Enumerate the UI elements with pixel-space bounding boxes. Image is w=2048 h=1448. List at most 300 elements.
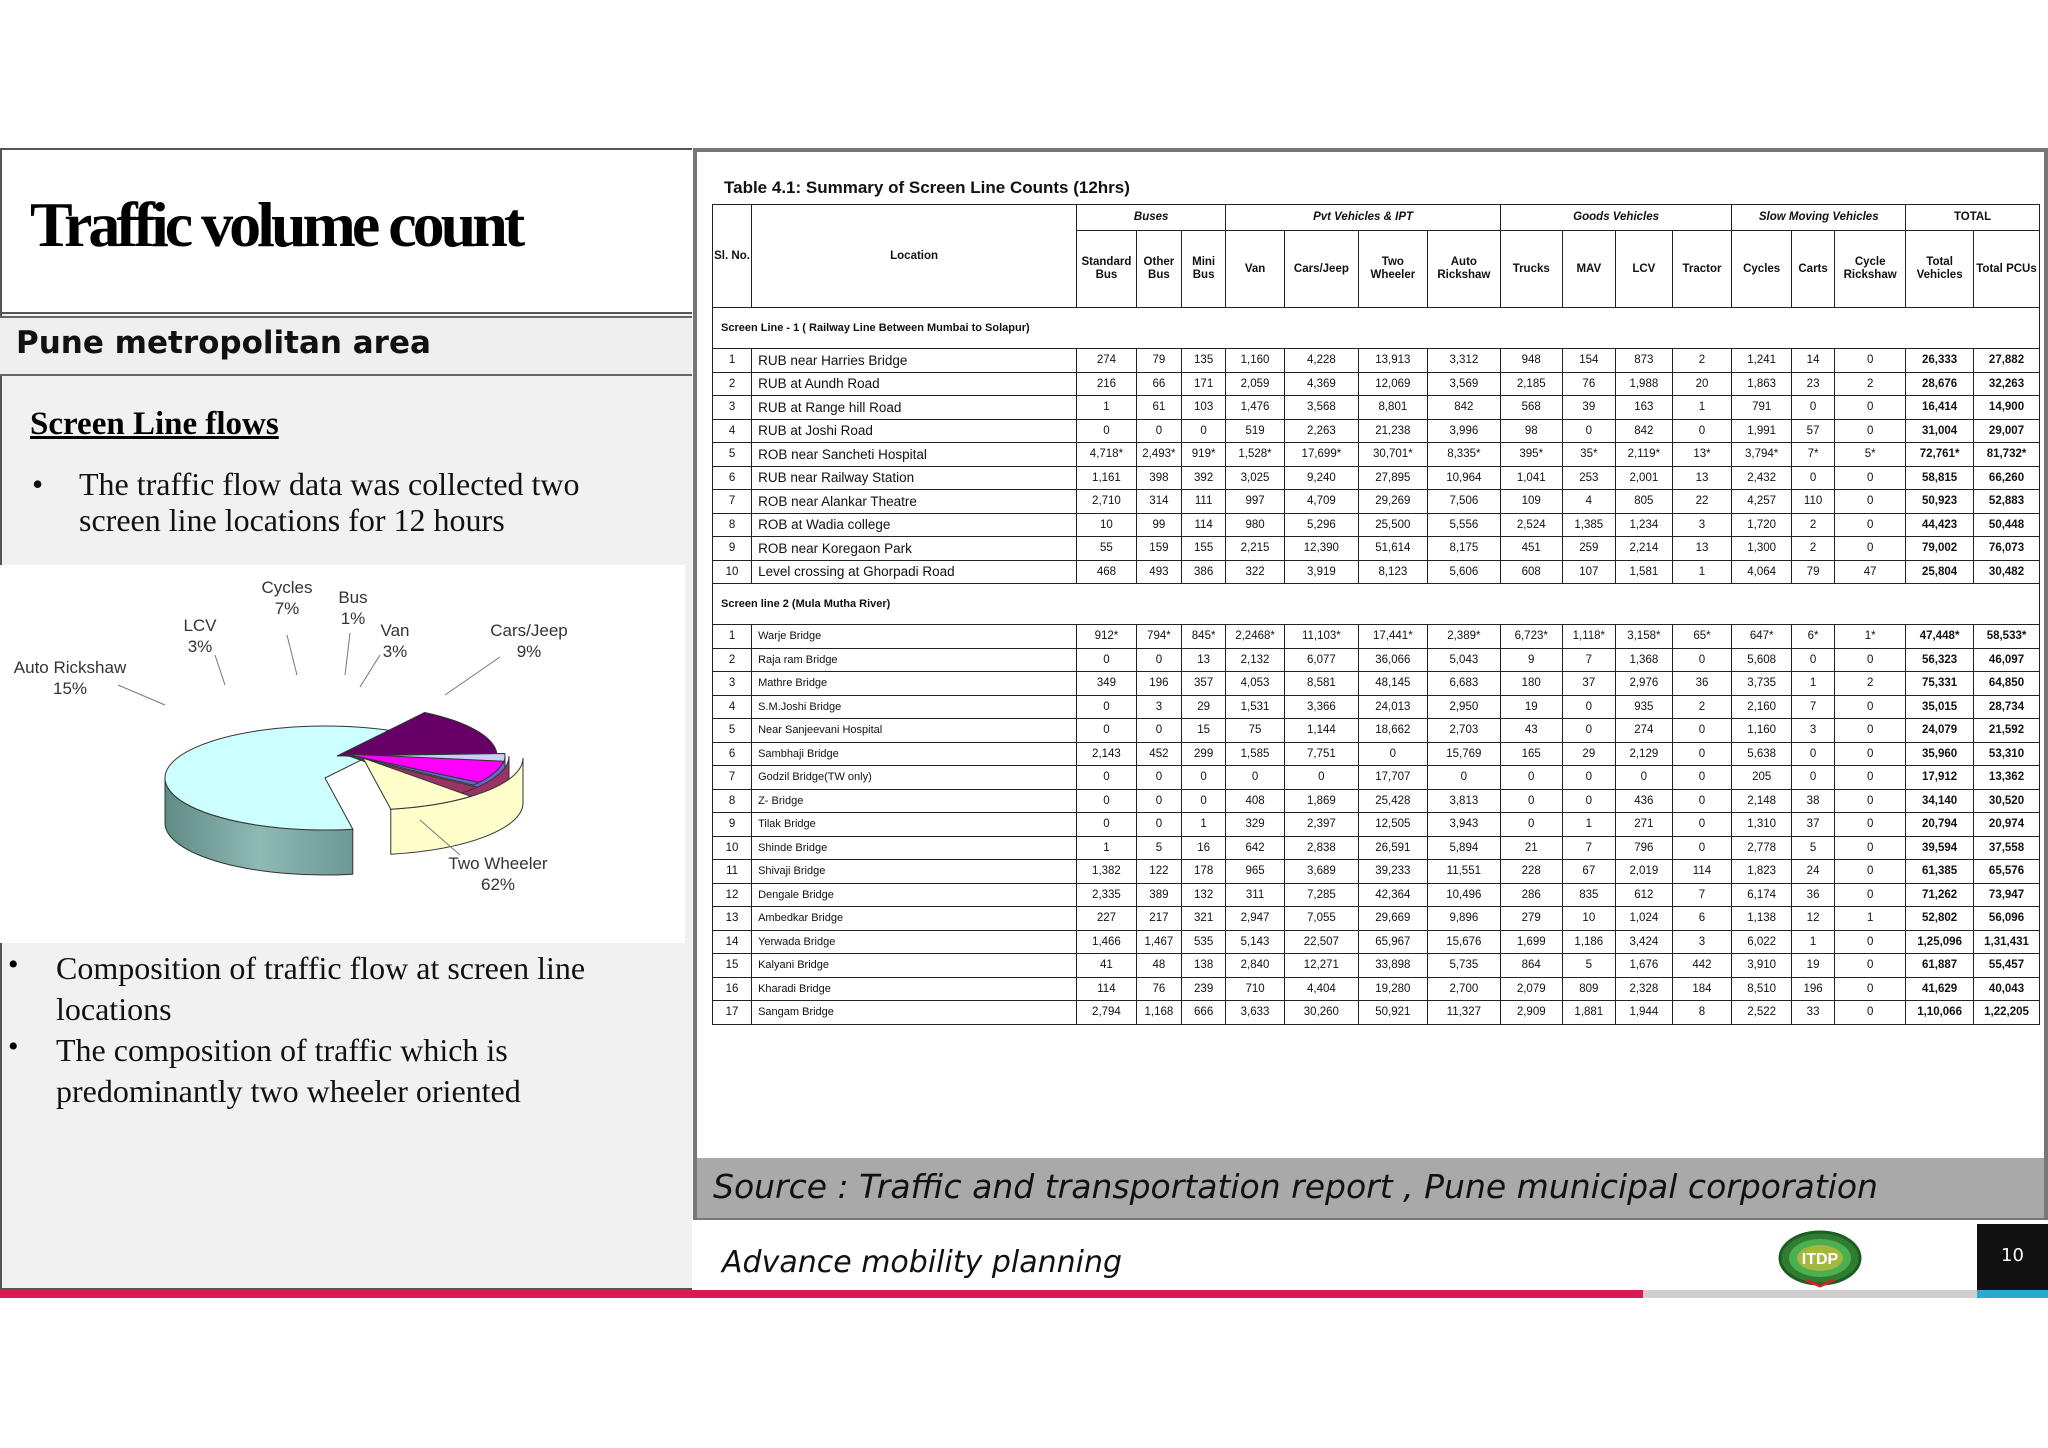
table-cell: 20,974 (1974, 813, 2040, 837)
bullet-marker: • (8, 948, 19, 981)
table-cell: 286 (1500, 883, 1562, 907)
table-cell: 2,397 (1284, 813, 1358, 837)
location-cell: Sambhaji Bridge (752, 742, 1077, 766)
table-cell: 12 (713, 883, 752, 907)
table-cell: 1,234 (1616, 513, 1673, 537)
pie-leader-line (445, 657, 500, 695)
table-cell: 0 (1284, 766, 1358, 790)
table-cell: 3,569 (1427, 372, 1500, 396)
table-cell: 1,720 (1732, 513, 1792, 537)
col-location: Location (752, 205, 1077, 308)
table-row (713, 466, 2040, 490)
location-cell: ROB near Koregaon Park (752, 537, 1077, 561)
table-row (713, 1001, 2040, 1025)
location-cell: ROB near Sancheti Hospital (752, 443, 1077, 467)
table-row (713, 372, 2040, 396)
table-cell: 15,676 (1427, 930, 1500, 954)
column-header: Total Vehicles (1906, 231, 1974, 308)
column-header: Cars/Jeep (1284, 231, 1358, 308)
table-cell: 0 (1136, 648, 1181, 672)
table-cell: 791 (1732, 396, 1792, 420)
table-cell: 178 (1182, 860, 1226, 884)
table-cell: 19,280 (1358, 977, 1427, 1001)
table-cell: 3,312 (1427, 349, 1500, 373)
table-row (713, 954, 2040, 978)
table-row (713, 560, 2040, 584)
table-cell: 0 (1672, 789, 1732, 813)
table-cell: 5,556 (1427, 513, 1500, 537)
table-cell: 16,414 (1906, 396, 1974, 420)
table-cell: 1,881 (1562, 1001, 1615, 1025)
accent-bar-red (0, 1290, 1643, 1298)
group-buses: Buses (1077, 205, 1226, 231)
table-cell: 25,804 (1906, 560, 1974, 584)
table-cell: 61 (1136, 396, 1181, 420)
table-cell: 395* (1500, 443, 1562, 467)
table-cell: 299 (1182, 742, 1226, 766)
table-cell: 6,022 (1732, 930, 1792, 954)
table-cell: 0 (1672, 813, 1732, 837)
table-cell: 2,840 (1226, 954, 1285, 978)
table-cell: 311 (1226, 883, 1285, 907)
location-cell: Dengale Bridge (752, 883, 1077, 907)
table-cell: 16 (1182, 836, 1226, 860)
table-cell: 5,606 (1427, 560, 1500, 584)
table-cell: 1,466 (1077, 930, 1137, 954)
table-cell: 271 (1616, 813, 1673, 837)
table-cell: 98 (1500, 419, 1562, 443)
table-cell: 1,581 (1616, 560, 1673, 584)
table-cell: 17 (713, 1001, 752, 1025)
table-cell: 864 (1500, 954, 1562, 978)
table-cell: 13 (1672, 466, 1732, 490)
table-cell: 109 (1500, 490, 1562, 514)
table-cell: 55,457 (1974, 954, 2040, 978)
table-cell: 451 (1500, 537, 1562, 561)
table-cell: 6,683 (1427, 672, 1500, 696)
pie-label: Bus (338, 588, 368, 607)
table-cell: 0 (1616, 766, 1673, 790)
table-cell: 17,912 (1906, 766, 1974, 790)
table-cell: 0 (1077, 648, 1137, 672)
table-cell: 73,947 (1974, 883, 2040, 907)
table-cell: 103 (1182, 396, 1226, 420)
table-cell: 0 (1358, 742, 1427, 766)
table-cell: 165 (1500, 742, 1562, 766)
pie-label: Cars/Jeep (490, 621, 568, 640)
table-cell: 0 (1562, 695, 1615, 719)
table-row (713, 672, 2040, 696)
table-cell: 1,241 (1732, 349, 1792, 373)
table-cell: 3,568 (1284, 396, 1358, 420)
table-cell: 66,260 (1974, 466, 2040, 490)
table-cell: 1,944 (1616, 1001, 1673, 1025)
pie-chart-svg (0, 565, 685, 943)
table-cell: 0 (1835, 883, 1906, 907)
table-cell: 1,528* (1226, 443, 1285, 467)
table-cell: 15 (1182, 719, 1226, 743)
table-cell: 2,703 (1427, 719, 1500, 743)
table-cell: 608 (1500, 560, 1562, 584)
table-cell: 58,815 (1906, 466, 1974, 490)
table-cell: 329 (1226, 813, 1285, 837)
table-cell: 0 (1077, 789, 1137, 813)
table-cell: 0 (1835, 789, 1906, 813)
table-cell: 15,769 (1427, 742, 1500, 766)
table-cell: 519 (1226, 419, 1285, 443)
table-cell: 76 (1562, 372, 1615, 396)
table-cell: 805 (1616, 490, 1673, 514)
table-cell: 36,066 (1358, 648, 1427, 672)
table-cell: 10 (713, 836, 752, 860)
table-row (713, 625, 2040, 649)
table-cell: 0 (1562, 419, 1615, 443)
source-text: Source : Traffic and transportation report , Pune municipal corporation (713, 1167, 1878, 1206)
table-cell: 0 (1500, 813, 1562, 837)
table-cell: 1,310 (1732, 813, 1792, 837)
table-cell: 72,761* (1906, 443, 1974, 467)
table-cell: 180 (1500, 672, 1562, 696)
logo-text: ITDP (1801, 1251, 1839, 1268)
table-cell: 2,947 (1226, 907, 1285, 931)
table-row (713, 930, 2040, 954)
table-cell: 24 (1791, 860, 1834, 884)
table-cell: 2,119* (1616, 443, 1673, 467)
table-cell: 47 (1835, 560, 1906, 584)
pie-label: 7% (274, 599, 300, 618)
table-row (713, 537, 2040, 561)
table-cell: 2,129 (1616, 742, 1673, 766)
table-cell: 612 (1616, 883, 1673, 907)
table-cell: 14,900 (1974, 396, 2040, 420)
table-cell: 0 (1835, 954, 1906, 978)
slide-subtitle: Pune metropolitan area (16, 325, 431, 361)
table-cell: 493 (1136, 560, 1181, 584)
table-cell: 7,285 (1284, 883, 1358, 907)
table-cell: 7 (1562, 648, 1615, 672)
table-cell: 7 (1562, 836, 1615, 860)
table-cell: 3 (1672, 513, 1732, 537)
table-cell: 13 (1182, 648, 1226, 672)
table-cell: 10,496 (1427, 883, 1500, 907)
table-cell: 314 (1136, 490, 1181, 514)
pie-label: 15% (52, 679, 88, 698)
table-cell: 0 (1182, 766, 1226, 790)
table-cell: 13,913 (1358, 349, 1427, 373)
table-cell: 79 (1136, 349, 1181, 373)
table-cell: 2,524 (1500, 513, 1562, 537)
table-cell: 48,145 (1358, 672, 1427, 696)
table-cell: 1,300 (1732, 537, 1792, 561)
table-cell: 1,144 (1284, 719, 1358, 743)
table-cell: 4,709 (1284, 490, 1358, 514)
table-cell: 65,967 (1358, 930, 1427, 954)
table-cell: 2 (1672, 695, 1732, 719)
table-cell: 13 (713, 907, 752, 931)
table-cell: 75 (1226, 719, 1285, 743)
table-cell: 5 (1791, 836, 1834, 860)
table-cell: 1 (1077, 836, 1137, 860)
table-row (713, 742, 2040, 766)
table-cell: 3 (713, 396, 752, 420)
table-cell: 2,185 (1500, 372, 1562, 396)
table-cell: 0 (1835, 836, 1906, 860)
table-cell: 253 (1562, 466, 1615, 490)
table-cell: 1,160 (1226, 349, 1285, 373)
table-cell: 2,132 (1226, 648, 1285, 672)
table-cell: 408 (1226, 789, 1285, 813)
table-cell: 20,794 (1906, 813, 1974, 837)
table-cell: 809 (1562, 977, 1615, 1001)
table-cell: 0 (1835, 466, 1906, 490)
table-cell: 2,160 (1732, 695, 1792, 719)
table-cell: 666 (1182, 1001, 1226, 1025)
table-cell: 3 (1791, 719, 1834, 743)
table-cell: 8,123 (1358, 560, 1427, 584)
table-cell: 24,079 (1906, 719, 1974, 743)
table-cell: 5,735 (1427, 954, 1500, 978)
table-cell: 1,22,205 (1974, 1001, 2040, 1025)
table-cell: 647* (1732, 625, 1792, 649)
table-cell: 64,850 (1974, 672, 2040, 696)
table-cell: 27,895 (1358, 466, 1427, 490)
table-cell: 1* (1835, 625, 1906, 649)
table-cell: 1,25,096 (1906, 930, 1974, 954)
table-cell: 0 (1672, 419, 1732, 443)
table-cell: 46,097 (1974, 648, 2040, 672)
location-cell: Tilak Bridge (752, 813, 1077, 837)
location-cell: Z- Bridge (752, 789, 1077, 813)
table-cell: 184 (1672, 977, 1732, 1001)
table-cell: 2,079 (1500, 977, 1562, 1001)
table-cell: 436 (1616, 789, 1673, 813)
column-header: Carts (1791, 231, 1834, 308)
table-cell: 1,988 (1616, 372, 1673, 396)
table-cell: 3,794* (1732, 443, 1792, 467)
table-cell: 25,500 (1358, 513, 1427, 537)
table-cell: 17,699* (1284, 443, 1358, 467)
table-cell: 0 (1136, 719, 1181, 743)
table-cell: 0 (1835, 490, 1906, 514)
table-cell: 196 (1136, 672, 1181, 696)
table-cell: 14 (713, 930, 752, 954)
table-cell: 34,140 (1906, 789, 1974, 813)
table-cell: 6 (1672, 907, 1732, 931)
table-cell: 8,335* (1427, 443, 1500, 467)
table-cell: 0 (1835, 695, 1906, 719)
table-cell: 22,507 (1284, 930, 1358, 954)
table-cell: 0 (1835, 648, 1906, 672)
table-cell: 1,385 (1562, 513, 1615, 537)
table-cell: 16 (713, 977, 752, 1001)
table-cell: 0 (1500, 766, 1562, 790)
location-cell: Shivaji Bridge (752, 860, 1077, 884)
table-cell: 9,240 (1284, 466, 1358, 490)
table-row (713, 396, 2040, 420)
table-cell: 0 (1835, 513, 1906, 537)
table-cell: 3,813 (1427, 789, 1500, 813)
table-row (713, 719, 2040, 743)
table-cell: 51,614 (1358, 537, 1427, 561)
table-cell: 0 (1136, 419, 1181, 443)
table-cell: 53,310 (1974, 742, 2040, 766)
table-cell: 28,734 (1974, 695, 2040, 719)
column-header: MAV (1562, 231, 1615, 308)
table-cell: 3,996 (1427, 419, 1500, 443)
table-cell: 21 (1500, 836, 1562, 860)
table-cell: 710 (1226, 977, 1285, 1001)
table-cell: 842 (1427, 396, 1500, 420)
table-cell: 2 (713, 648, 752, 672)
accent-bar-gray (1643, 1290, 1977, 1298)
table-cell: 9,896 (1427, 907, 1500, 931)
table-cell: 48 (1136, 954, 1181, 978)
table-cell: 217 (1136, 907, 1181, 931)
table-cell: 65,576 (1974, 860, 2040, 884)
table-cell: 1,10,066 (1906, 1001, 1974, 1025)
table-cell: 0 (1835, 813, 1906, 837)
table-cell: 389 (1136, 883, 1181, 907)
table-cell: 21,238 (1358, 419, 1427, 443)
table-cell: 135 (1182, 349, 1226, 373)
table-cell: 1,531 (1226, 695, 1285, 719)
table-cell: 2,263 (1284, 419, 1358, 443)
table-row (713, 490, 2040, 514)
table-cell: 2,148 (1732, 789, 1792, 813)
pie-leader-line (215, 655, 225, 685)
table-cell: 11 (713, 860, 752, 884)
table-cell: 1,186 (1562, 930, 1615, 954)
table-cell: 43 (1500, 719, 1562, 743)
table-cell: 259 (1562, 537, 1615, 561)
table-cell: 75,331 (1906, 672, 1974, 696)
location-cell: Kharadi Bridge (752, 977, 1077, 1001)
table-cell: 0 (1672, 742, 1732, 766)
table-cell: 1,31,431 (1974, 930, 2040, 954)
group-slow: Slow Moving Vehicles (1732, 205, 1906, 231)
table-cell: 52,802 (1906, 907, 1974, 931)
table-cell: 4,718* (1077, 443, 1137, 467)
table-cell: 58,533* (1974, 625, 2040, 649)
table-cell: 35,015 (1906, 695, 1974, 719)
table-cell: 6 (713, 466, 752, 490)
location-cell: Yerwada Bridge (752, 930, 1077, 954)
table-cell: 8 (713, 789, 752, 813)
table-cell: 2,794 (1077, 1001, 1137, 1025)
table-cell: 239 (1182, 977, 1226, 1001)
table-cell: 1 (713, 625, 752, 649)
table-cell: 0 (1835, 977, 1906, 1001)
table-cell: 114 (1672, 860, 1732, 884)
section-heading: Screen Line flows (30, 406, 279, 442)
table-cell: 29 (1562, 742, 1615, 766)
table-cell: 71,262 (1906, 883, 1974, 907)
table-cell: 1,991 (1732, 419, 1792, 443)
table-cell: 1 (1182, 813, 1226, 837)
table-cell: 3,025 (1226, 466, 1285, 490)
table-cell: 12 (1791, 907, 1834, 931)
table-cell: 0 (1672, 719, 1732, 743)
location-cell: Ambedkar Bridge (752, 907, 1077, 931)
table-cell: 919* (1182, 443, 1226, 467)
table-cell: 1,699 (1500, 930, 1562, 954)
table-body (713, 308, 2040, 1025)
table-cell: 79,002 (1906, 537, 1974, 561)
table-cell: 279 (1500, 907, 1562, 931)
table-cell: 386 (1182, 560, 1226, 584)
table-cell: 23 (1791, 372, 1834, 396)
table-cell: 25,428 (1358, 789, 1427, 813)
table-cell: 1,467 (1136, 930, 1181, 954)
pie-label: 9% (516, 642, 542, 661)
location-cell: Sangam Bridge (752, 1001, 1077, 1025)
table-cell: 980 (1226, 513, 1285, 537)
group-pvt: Pvt Vehicles & IPT (1226, 205, 1501, 231)
table-cell: 13 (1672, 537, 1732, 561)
table-cell: 0 (1672, 836, 1732, 860)
table-cell: 122 (1136, 860, 1181, 884)
table-cell: 30,260 (1284, 1001, 1358, 1025)
table-cell: 0 (1835, 930, 1906, 954)
table-cell: 29,669 (1358, 907, 1427, 931)
table-cell: 2 (1835, 372, 1906, 396)
table-cell: 2,778 (1732, 836, 1792, 860)
table-cell: 796 (1616, 836, 1673, 860)
table-cell: 31,004 (1906, 419, 1974, 443)
table-cell: 5* (1835, 443, 1906, 467)
table-cell: 997 (1226, 490, 1285, 514)
pie-chart (0, 565, 685, 943)
table-cell: 10 (1077, 513, 1137, 537)
table-row (713, 695, 2040, 719)
table-row (713, 977, 2040, 1001)
table-cell: 1,161 (1077, 466, 1137, 490)
table-cell: 10 (1562, 907, 1615, 931)
table-cell: 0 (1136, 766, 1181, 790)
table-cell: 5,143 (1226, 930, 1285, 954)
table-cell: 17,707 (1358, 766, 1427, 790)
table-cell: 4,404 (1284, 977, 1358, 1001)
table-cell: 2,2468* (1226, 625, 1285, 649)
location-cell: Raja ram Bridge (752, 648, 1077, 672)
table-cell: 1,676 (1616, 954, 1673, 978)
table-cell: 2 (1791, 513, 1834, 537)
table-row (713, 883, 2040, 907)
table-row (713, 766, 2040, 790)
table-cell: 11,103* (1284, 625, 1358, 649)
table-cell: 2,493* (1136, 443, 1181, 467)
table-cell: 7 (713, 490, 752, 514)
location-cell: ROB near Alankar Theatre (752, 490, 1077, 514)
table-cell: 0 (1835, 396, 1906, 420)
table-cell: 37 (1562, 672, 1615, 696)
table-cell: 32,263 (1974, 372, 2040, 396)
table-cell: 0 (1835, 719, 1906, 743)
table-cell: 1,476 (1226, 396, 1285, 420)
table-cell: 398 (1136, 466, 1181, 490)
pie-label: 3% (187, 637, 213, 656)
itdp-logo (1776, 1228, 1864, 1288)
table-cell: 13,362 (1974, 766, 2040, 790)
table-cell: 0 (1562, 766, 1615, 790)
table-cell: 42,364 (1358, 883, 1427, 907)
table-cell: 15 (713, 954, 752, 978)
table-cell: 8,510 (1732, 977, 1792, 1001)
section-row (713, 584, 2040, 625)
table-cell: 0 (1136, 789, 1181, 813)
table-cell: 3 (1136, 695, 1181, 719)
table-cell: 0 (1791, 396, 1834, 420)
